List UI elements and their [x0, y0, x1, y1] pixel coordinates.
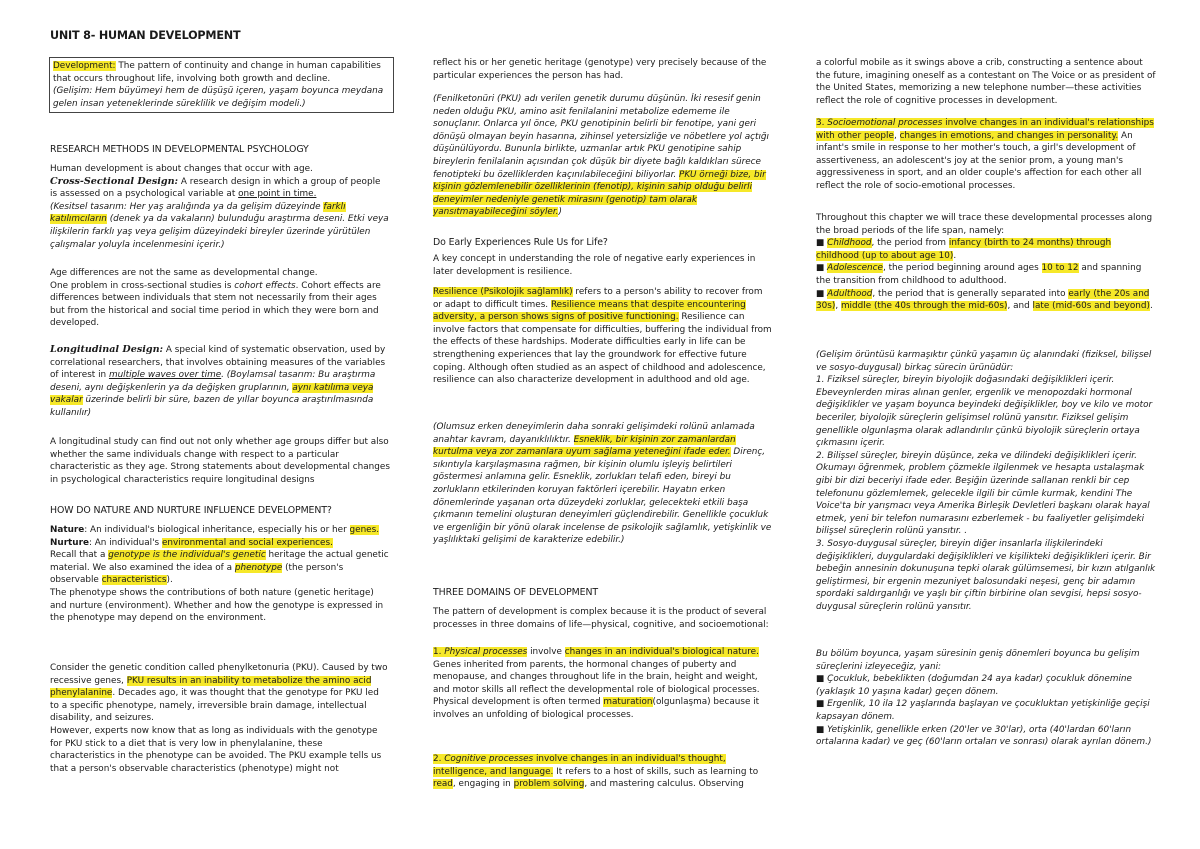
nature-heading: HOW DO NATURE AND NURTURE INFLUENCE DEVELOPMENT? [50, 505, 332, 516]
longitudinal-translation: . (Boylamsal tasarım: Bu araştırma deseni, aynı değişkenlerin ya da değişken gruplarının, [50, 370, 376, 393]
turkish-periods-translation: Bu bölüm boyunca, yaşam süresinin geniş dönemleri boyunca bu gelişim süreçlerini izleyeceğiz, yani: ■ Çocukluk, bebeklikten (doğumdan 24 aya kadar) çocukluk dönemine (yaklaşık 10 yaşına kadar) geçen dönem. ■ Ergenlik, 10 ila 12 yaşlarında başlayan ve çocukluktan yetişkinliğe geçişi kapsayan dönem. ■ Yetişkinlik, genellikle erken (20'ler ve 30'lar), orta (40'lardan 60'ların ortalarına kadar) ve geç (60'ların ortaları ve sonrası) olarak ayrılan dönem.) [816, 649, 1152, 748]
three-domains-text: The pattern of development is complex because it is the product of several processes in three domains of life—physical, cognitive, and socioemotional: [433, 607, 769, 630]
phys-text: involve [527, 647, 565, 657]
early-heading: Do Early Experiences Rule Us for Life? [433, 237, 608, 248]
cross-sectional-term: Cross-Sectional Design: [50, 175, 179, 187]
adolescence-highlight: 10 to 12 [1041, 263, 1079, 274]
recall-text-4: ). [166, 575, 173, 586]
longitudinal-translation-highlight: aynı katılıma veya vakalar [50, 382, 374, 406]
adolescence-text-2: and spanning the transition from childhood to adulthood. [816, 263, 1142, 286]
age-p2-rest: . Cohort effects are differences between individuals that stem not necessarily from their ages but from the historical and social time period in which they were born and developed. [50, 280, 381, 329]
age-p2: One problem in cross-sectional studies is [50, 280, 235, 291]
def-text: The pattern of continuity and change in human capabilities that occurs throughout life, involving both growth and decline. [53, 61, 381, 84]
research-heading: RESEARCH METHODS IN DEVELOPMENTAL PSYCHOLOGY [50, 144, 309, 155]
pku-tr-highlight: PKU örneği bize, bir kişinin gözlemlenebilir özelliklerinin (fenotip), kişinin sahip olduğu belirli deneyimler nedeniyle genetik mirasını (genotip) tam olarak yansıtmayabileceğini söyler. [433, 169, 766, 218]
def-translation: (Gelişim: Hem büyümeyi hem de düşüşü içeren, yaşam boyunca meydana gelen insan yeteneklerinde süreklilik ve değişim modeli.) [53, 86, 384, 109]
adulthood-text: , the period that is generally separated into [872, 288, 1069, 299]
life-span-periods [816, 212, 1156, 313]
childhood-highlight: infancy (birth to 24 months) through childhood (up to about age 10) [816, 238, 1112, 261]
cog-text: It refers to a host of skills, such as learning to [553, 766, 759, 777]
nurture-term: Nurture [50, 537, 89, 548]
cohort-effects: cohort effects [234, 280, 296, 291]
socioemotional-processes [816, 117, 1156, 193]
nurture-text: : An individual's [88, 537, 162, 548]
soc-text: An infant's smile in response to her mother's touch, a girl's development of assertiveness, an adolescent's joy at the senior prom, a young man's aggressiveness in sport, and an older couple's affection for each other all reflect the role of socio-emotional processes. [816, 130, 1142, 191]
res-tr-rest: Direnç, sıkıntıyla karşılaşmasına rağmen, bir kişinin olumlu işleyiş belirtileri göstermesi anlamına gelir. Esneklik, zorlukları telafi eden, bireyi bu zorlukların etkilerinden koruyan faktörleri içerebilir. Hayatın erken dönemlerinde yaşanan orta düzeydeki zorluklar, gelecekteki etkili başa çıkmanın temelini oluşturan deneyimleri güçlendirebilir. Genellikle çocukluk ve ergenliğin bir yönü olarak incelense de psikolojik sağlamlık, yetişkinlik ve yaşlılıktaki gelişimi de karakterize edebilir.) [433, 447, 772, 546]
cog-text-3: , and mastering calculus. Observing [584, 779, 744, 790]
def-term: Development: [53, 61, 116, 71]
longitudinal-p2: A longitudinal study can find out not only whether age groups differ but also whether the same individuals change with respect to a particular characteristic as they age. Strong statements about developmental changes in psychological characteristics require longitudinal designs [50, 437, 390, 485]
adulthood-late: late (mid-60s and beyond) [1032, 301, 1150, 312]
adolescence-term: Adolescence [827, 263, 883, 274]
longitudinal-text: A special kind of systematic observation, used by correlational researchers, that involves obtaining measures of the variables of interest in [50, 345, 386, 381]
pku-text-2: . Decades ago, it was thought that the genotype for PKU led to a specific phenotype, namely, irreversible brain damage, intellectual disability, and seizures. [50, 688, 379, 724]
childhood-term: Childhood [827, 238, 872, 249]
cog-highlight: involve changes in an individual's thought, intelligence, and language. [433, 754, 726, 777]
soc-term: Socioemotional processes [827, 118, 943, 128]
soc-highlight-2: changes in emotions, and changes in personality. [899, 130, 1119, 141]
adulthood-early: early (the 20s and 30s) [816, 288, 1150, 312]
phys-highlight: changes in an individual's biological nature. [564, 647, 759, 657]
col3-continuation: a colorful mobile as it swings above a crib, constructing a sentence about the future, imagining oneself as a contestant on The Voice or as president of the United States, memorizing a new telephone number—these activities reflect the role of cognitive processes in development. [816, 58, 1156, 106]
pku-tr-end: ) [558, 207, 562, 218]
soc-highlight: involve changes in an individual's relationships with other people [816, 118, 1154, 141]
cross-sectional-underline: one point in time. [238, 189, 317, 200]
soc-comma: , [893, 130, 900, 141]
research-section [50, 163, 390, 251]
age-p1: Age differences are not the same as developmental change. [50, 268, 318, 278]
adulthood-middle: middle (the 40s through the mid-60s) [840, 301, 1008, 312]
resilience-term-tr: (Psikolojik sağlamlık) [477, 287, 573, 297]
pku-translation [433, 93, 773, 219]
cognitive-processes [433, 753, 773, 791]
childhood-end: . [953, 250, 957, 261]
resilience-translation [433, 421, 773, 547]
bullet-icon: ■ [816, 288, 828, 299]
pku-section [50, 662, 390, 775]
phys-term: Physical processes [444, 647, 528, 657]
cog-text-2: , engaging in [452, 779, 514, 790]
definition-box [49, 57, 394, 113]
resilience-highlight: Resilience means that despite encountering adversity, a person shows signs of positive functioning. [433, 299, 746, 323]
recall-text-2: heritage the actual genetic material. We also examined the idea of a [50, 550, 389, 573]
longitudinal-translation-rest: üzerinde belirli bir süre, bazen de yıllar boyunca araştırılmasında kullanılır) [50, 395, 374, 418]
cs-translation: (Kesitsel tasarım: Her yaş aralığında ya da gelişim düzeyinde [50, 201, 324, 212]
research-intro: Human development is about changes that occur with age. [50, 164, 313, 174]
recall-highlight-1: genotype is the individual's genetic [108, 550, 266, 561]
early-text: A key concept in understanding the role of negative early experiences in later development is resilience. [433, 254, 756, 277]
resilience-text-2: Resilience can involve factors that compensate for difficulties, buffering the individual from the effects of these hardships. Moderate difficulties early in life can be strengthening experiences that lay the groundwork for effective future coping. Although often studied as an aspect of childhood and adolescence, resilience can also characterize development in adulthood and old age. [433, 312, 772, 386]
resilience-text: refers to a person's ability to recover from or adapt to difficult times. [433, 287, 763, 310]
unit-title: UNIT 8- HUMAN DEVELOPMENT [50, 29, 241, 42]
pku-text-3: However, experts now know that as long as individuals with the genotype for PKU stick to a diet that is very low in phenylalanine, these characteristics in the phenotype can be avoided. The PKU example tells us that a person's observable characteristics (phenotype) might not [50, 725, 382, 774]
longitudinal-term: Longitudinal Design: [50, 344, 164, 355]
col2-continuation: reflect his or her genetic heritage (genotype) very precisely because of the particular experiences the person has had. [433, 58, 767, 81]
cog-num: 2. [433, 754, 445, 764]
nature-term: Nature [50, 525, 85, 535]
bullet-icon: ■ [816, 238, 828, 249]
read-highlight: read [433, 779, 453, 790]
res-tr: (Olumsuz erken deneyimlerin daha sonraki gelişimdeki rolünü anlamada anahtar kavram, dayanıklılıktır. [433, 422, 755, 445]
resilience-term: Resilience [433, 287, 478, 297]
cs-translation-highlight: farklı katılımcıların [50, 201, 346, 225]
phys-num: 1. [433, 647, 445, 657]
phys-text-2: Genes inherited from parents, the hormonal changes of puberty and menopause, and changes throughout life in the brain, height and weight, and motor skills all reflect the developmental role of biological processes. Physical development is often termed [433, 659, 760, 708]
phys-text-3: (olgunlaşma) because it involves an unfolding of biological processes. [433, 697, 760, 720]
turkish-domains-translation: (Gelişim örüntüsü karmaşıktır çünkü yaşamın üç alanındaki (fiziksel, bilişsel ve sosyo-duygusal) birkaç sürecin ürünüdür: 1. Fiziksel süreçler, bireyin biyolojik doğasındaki değişiklikleri içerir. Ebeveynlerden miras alınan genler, ergenlik ve menopozdaki hormonal değişiklikler ve yaşam boyunca beyindeki değişiklikler, boy ve kilo ve motor beceriler, biyolojik süreçlerin gelişimsel rolünü yansıtır. Fiziksel gelişim genellikle olgunlaşma olarak adlandırılır çünkü biyolojik süreçlerin ortaya çıkmasını içerir. 2. Bilişsel süreçler, bireyin düşünce, zeka ve dilindeki değişiklikleri içerir. Okumayı öğrenmek, problem çözmekle ilgilenmek ve hesapta ustalaşmak gibi bir dizi beceriyi ifade eder. Beşiğin üzerinde sallanan renkli bir cep telefonunu gözlemlemek, gelecekle ilgili bir cümle kurmak, kendini The Voice'ta bir yarışmacı veya Amerika Birleşik Devletleri başkanı olarak hayal etmek, yeni bir telefon numarasını ezberlemek - bu faaliyetler gelişimdeki bilişsel süreçlerin rolünü yansıtır. . 3. Sosyo-duygusal süreçler, bireyin diğer insanlarla ilişkilerindeki değişiklikleri, duygulardaki değişiklikleri ve kişilikteki değişiklikleri içerir. Bir bebeğin annesinin dokunuşuna tepki olarak gülümsemesi, bir kızın atılganlık geliştirmesi, bir ergenin mezuniyet balosundaki neşesi, genç bir adamın spordaki saldırganlığı ve yaşlı bir çiftin birbirine olan sevgisi, hepsi sosyo-duygusal süreçlerin rolünü yansıtır. [816, 350, 1156, 612]
childhood-text: , the period from [871, 238, 949, 249]
age-differences [50, 267, 390, 330]
physical-processes [433, 646, 773, 722]
cog-term: Cognitive processes [444, 754, 534, 764]
adulthood-end: . [1149, 301, 1153, 312]
cs-translation-rest: (denek ya da vakaların) bulunduğu araştırma deseni. Etki veya ilişkilerin farklı yaş veya gelişim düzeyindeki bireyler üzerinde yürütülen çalışmalar yoluyla incelenmesini içerir.) [50, 214, 389, 250]
recall-text-3: (the person's observable [50, 562, 344, 586]
recall-highlight-3: characteristics [101, 575, 167, 586]
nature-section [50, 524, 390, 625]
recall-text: Recall that a [50, 550, 109, 561]
res-tr-highlight: Esneklik, bir kişinin zor zamanlardan kurtulma veya zor zamanlara uyum sağlama yeteneğini ifade eder. [433, 434, 736, 458]
pku-highlight: PKU results in an inability to metabolize the amino acid phenylalanine [50, 675, 372, 699]
nature-text: : An individual's biological inheritance, especially his or her [84, 525, 350, 535]
pku-tr: (Fenilketonüri (PKU) adı verilen genetik durumu düşünün. İki resesif genin neden olduğu PKU, amino asit fenilalanini metabolize edememe ile sonuçlanır. Onlarca yıl önce, PKU genotipinin belirli bir fenotipe, yani geri dönüşü olmayan beyin hasarına, zihinsel yetersizliğe ve nöbetlere yol açtığı düşünülüyordu. Bununla birlikte, uzmanlar artık PKU genotipine sahip bireylerin fenilalanin açısından çok düşük bir diyete bağlı kaldıkları sürece fenotipteki bu özelliklerden kaçınılabileceğini biliyorlar. [433, 94, 769, 180]
recall-highlight-2: phenotype [234, 562, 283, 573]
longitudinal-section [50, 344, 390, 420]
problem-solving-highlight: problem solving [513, 779, 585, 790]
bullet-icon: ■ [816, 263, 828, 274]
longitudinal-underline: multiple waves over time [108, 370, 222, 381]
phenotype-paragraph: The phenotype shows the contributions of both nature (genetic heritage) and nurture (environment). Whether and how the genotype is expressed in the phenotype may depend on the environment. [50, 587, 384, 624]
three-domains-heading: THREE DOMAINS OF DEVELOPMENT [433, 587, 599, 598]
cross-sectional-text: A research design in which a group of people is assessed on a psychological variable at [50, 176, 381, 200]
adolescence-text: , the period beginning around ages [882, 263, 1042, 274]
resilience-section [433, 286, 773, 387]
adulthood-and: , and [1007, 301, 1033, 312]
nature-highlight: genes. [349, 525, 380, 535]
adulthood-sep: , [835, 301, 841, 312]
pku-text: Consider the genetic condition called phenylketonuria (PKU). Caused by two recessive genes, [50, 663, 388, 686]
maturation-highlight: maturation [603, 697, 653, 708]
adulthood-term: Adulthood [827, 288, 873, 299]
soc-num: 3. [816, 118, 828, 128]
trace-text: Throughout this chapter we will trace these developmental processes along the broad periods of the life span, namely: [816, 213, 1153, 236]
nurture-highlight: environmental and social experiences. [161, 537, 333, 548]
